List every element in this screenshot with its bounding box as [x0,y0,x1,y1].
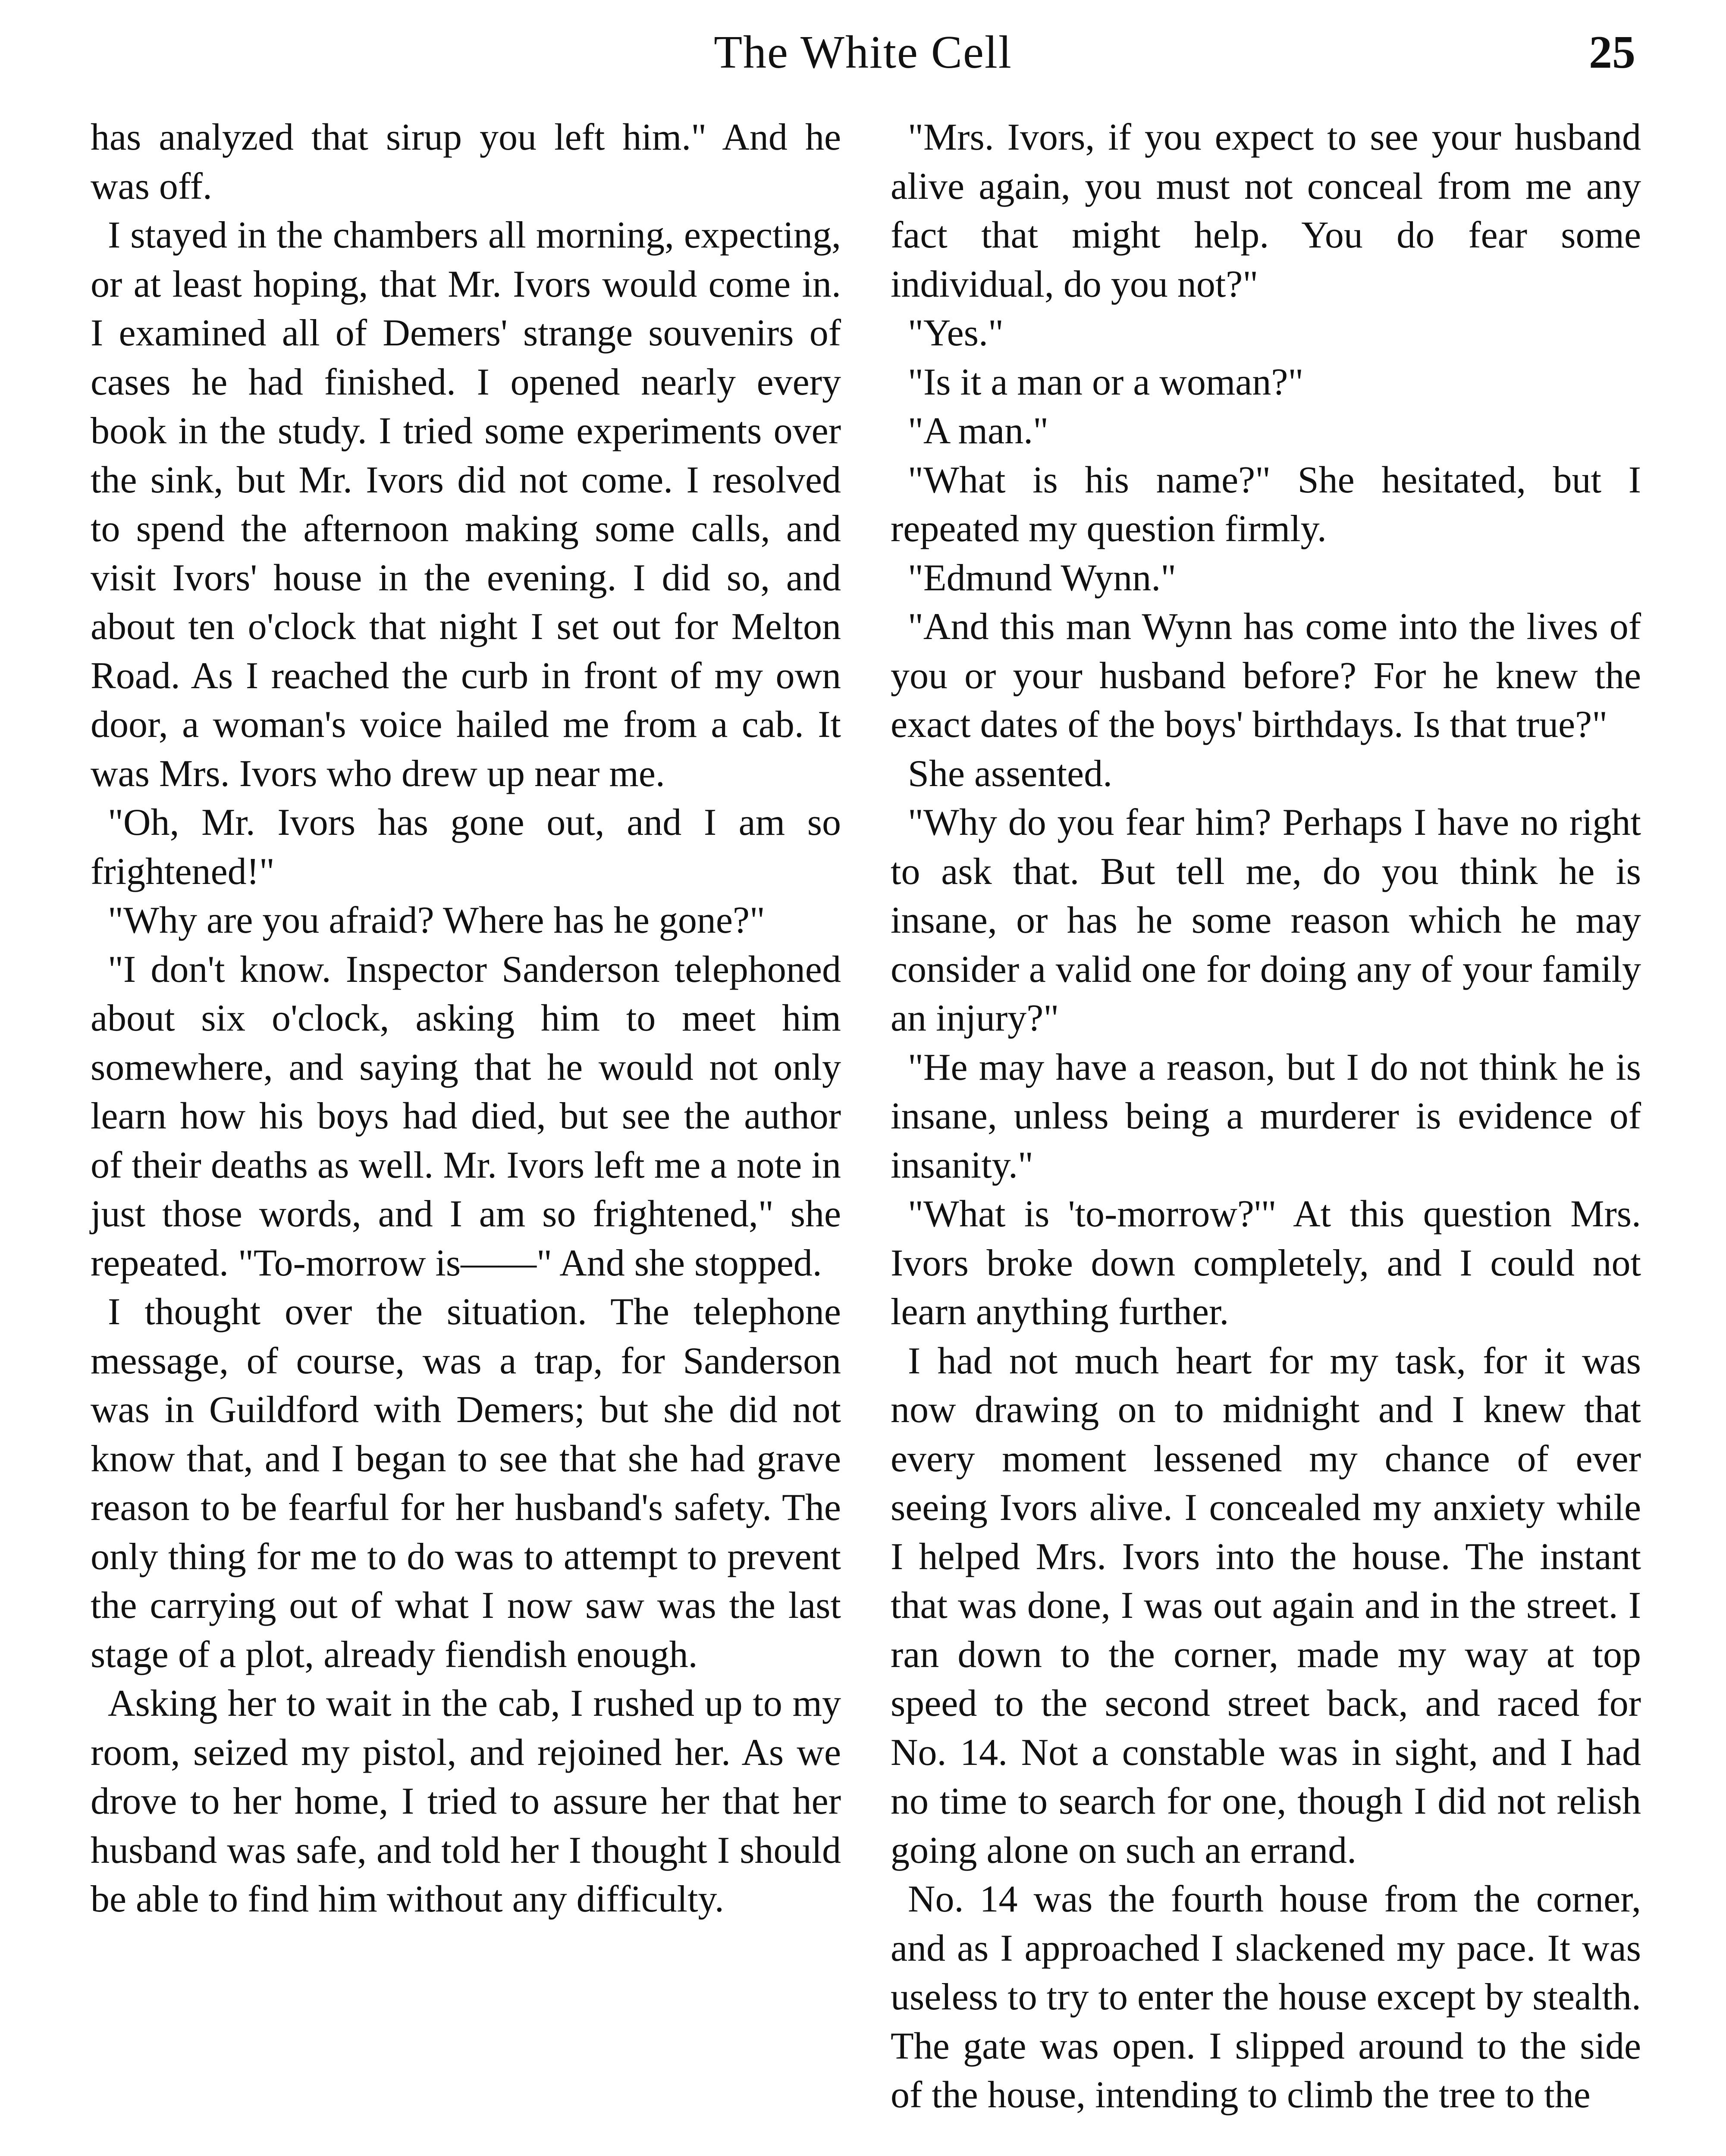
left-column [91,113,841,1924]
paragraph: "Edmund Wynn." [908,557,1177,599]
paragraph: She assented. [908,752,1113,795]
paragraph: "I don't know. Inspector Sanderson telephoned about six o'clock, asking him to meet him somewhere, and saying that he would not only learn how his boys had died, but see the author of their deaths as well. Mr. Ivors left me a note in just those words, and I am so frightened," she repeated. "To-morrow is——" And she stopped. [91,948,841,1284]
paragraph: "A man." [908,410,1049,452]
paragraph: I stayed in the chambers all morning, expecting, or at least hoping, that Mr. Ivors would come in. I examined all of Demers' strange souvenirs of cases he had finished. I opened nearly every book in the study. I tried some experiments over the sink, but Mr. Ivors did not come. I resolved to spend the afternoon making some calls, and visit Ivors' house in the evening. I did so, and about ten o'clock that night I set out for Melton Road. As I reached the curb in front of my own door, a woman's voice hailed me from a cab. It was Mrs. Ivors who drew up near me. [91,214,841,795]
running-title: The White Cell [714,27,1012,78]
paragraph: No. 14 was the fourth house from the corner, and as I approached I slackened my pace. It was useless to try to enter the house except by stealth. The gate was open. I slipped around to the side of the house, intending to climb the tree to the [891,1878,1641,2116]
paragraph: "And this man Wynn has come into the lives of you or your husband before? For he knew the exact dates of the boys' birthdays. Is that true?" [891,606,1641,746]
paragraph: "What is his name?" She hesitated, but I repeated my question firmly. [891,459,1641,550]
paragraph: "Oh, Mr. Ivors has gone out, and I am so frightened!" [91,802,841,893]
page-number: 25 [1589,27,1635,78]
paragraph: Asking her to wait in the cab, I rushed up to my room, seized my pistol, and rejoined her. As we drove to her home, I tried to assure her that her husband was safe, and told her I thought I should be able to find him without any difficulty. [91,1683,841,1920]
paragraph: "Why are you afraid? Where has he gone?" [108,899,765,941]
paragraph: "Why do you fear him? Perhaps I have no right to ask that. But tell me, do you think he is insane, or has he some reason which he may consider a valid one for doing any of your family an injury?" [891,802,1641,1039]
paragraph: has analyzed that sirup you left him." And he was off. [91,116,841,207]
right-column [891,113,1641,2120]
paragraph: I had not much heart for my task, for it was now drawing on to midnight and I knew that every moment lessened my chance of ever seeing Ivors alive. I concealed my anxiety while I helped Mrs. Ivors into the house. The instant that was done, I was out again and in the street. I ran down to the corner, made my way at top speed to the second street back, and raced for No. 14. Not a constable was in sight, and I had no time to search for one, though I did not relish going alone on such an errand. [891,1340,1641,1871]
paragraph: "Is it a man or a woman?" [908,361,1304,403]
paragraph: "What is 'to-morrow?'" At this question Mrs. Ivors broke down completely, and I could not learn anything further. [891,1193,1641,1333]
paragraph: "Yes." [908,312,1004,354]
paragraph: "Mrs. Ivors, if you expect to see your husband alive again, you must not conceal from me any fact that might help. You do fear some individual, do you not?" [891,116,1641,305]
paragraph: I thought over the situation. The telephone message, of course, was a trap, for Sanderson was in Guildford with Demers; but she did not know that, and I began to see that she had grave reason to be fearful for her husband's safety. The only thing for me to do was to attempt to prevent the carrying out of what I now saw was the last stage of a plot, already fiendish enough. [91,1291,841,1676]
paragraph: "He may have a reason, but I do not think he is insane, unless being a murderer is evidence of insanity." [891,1046,1641,1186]
running-head [0,22,1726,83]
